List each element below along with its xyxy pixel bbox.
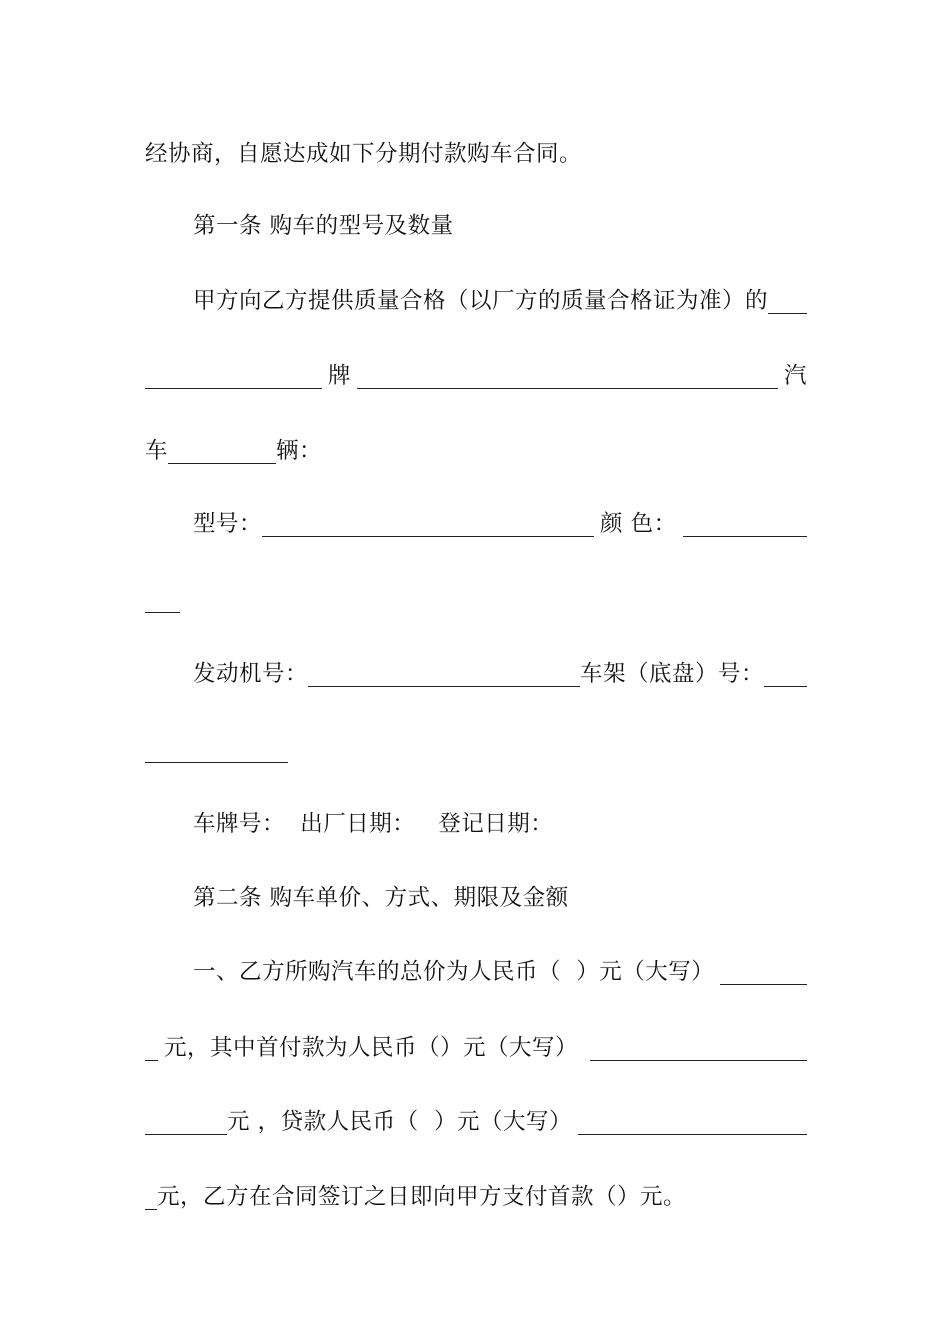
car-text-1: 汽 bbox=[783, 363, 807, 389]
frame-number-blank[interactable] bbox=[764, 661, 807, 687]
total-price-uppercase-blank-continuation[interactable] bbox=[145, 1035, 158, 1061]
car-type-blank[interactable] bbox=[357, 363, 778, 389]
total-price-text: 一、乙方所购汽车的总价为人民币（ ）元（大写） bbox=[193, 959, 715, 985]
plate-dates-text: 车牌号： 出厂日期： 登记日期： bbox=[193, 811, 554, 837]
color-blank[interactable] bbox=[683, 511, 807, 537]
article-2-heading bbox=[193, 880, 807, 916]
model-blank[interactable] bbox=[262, 511, 594, 537]
vehicle-unit-label: 辆： bbox=[276, 438, 323, 464]
article-2-title: 第二条 购车单价、方式、期限及金额 bbox=[193, 885, 569, 911]
frame-number-blank-continuation[interactable] bbox=[145, 737, 288, 763]
price-line-1 bbox=[193, 954, 807, 990]
supply-blank[interactable] bbox=[768, 288, 807, 314]
article-1-title: 第一条 购车的型号及数量 bbox=[193, 213, 454, 239]
price-line-2 bbox=[145, 1030, 807, 1066]
engine-label: 发动机号： bbox=[193, 661, 309, 687]
frame-label: 车架（底盘）号： bbox=[580, 661, 765, 687]
loan-uppercase-blank-continuation[interactable] bbox=[145, 1184, 157, 1210]
price-line-3 bbox=[145, 1104, 807, 1140]
supply-line bbox=[193, 283, 807, 319]
vehicle-count-line bbox=[145, 433, 807, 469]
down-payment-text: 元，其中首付款为人民币（）元（大写） bbox=[164, 1035, 579, 1061]
intro-text: 经协商，自愿达成如下分期付款购车合同。 bbox=[145, 141, 583, 167]
model-color-line bbox=[193, 506, 807, 542]
model-label: 型号： bbox=[193, 511, 263, 537]
plate-dates-line bbox=[193, 806, 807, 842]
frame-continuation-line bbox=[145, 732, 807, 768]
contract-intro-line bbox=[145, 136, 807, 172]
loan-uppercase-blank[interactable] bbox=[578, 1109, 807, 1135]
color-label: 颜 色： bbox=[600, 511, 677, 537]
down-payment-uppercase-blank-continuation[interactable] bbox=[145, 1109, 227, 1135]
first-payment-text: 元，乙方在合同签订之日即向甲方支付首款（）元。 bbox=[157, 1184, 687, 1210]
car-text-2: 车 bbox=[145, 438, 169, 464]
engine-frame-line bbox=[193, 656, 807, 692]
article-1-heading bbox=[193, 208, 807, 244]
total-price-uppercase-blank[interactable] bbox=[720, 959, 807, 985]
loan-text: 元 ，贷款人民币（ ）元（大写） bbox=[227, 1109, 572, 1135]
supply-text: 甲方向乙方提供质量合格（以厂方的质量合格证为准）的 bbox=[193, 288, 769, 314]
engine-number-blank[interactable] bbox=[308, 661, 580, 687]
brand-name-blank[interactable] bbox=[145, 363, 322, 389]
brand-line bbox=[145, 358, 807, 394]
price-line-4 bbox=[145, 1179, 807, 1215]
brand-label: 牌 bbox=[328, 363, 352, 389]
vehicle-count-blank[interactable] bbox=[168, 438, 276, 464]
down-payment-uppercase-blank[interactable] bbox=[590, 1035, 807, 1061]
color-continuation-line bbox=[145, 582, 807, 618]
color-blank-continuation[interactable] bbox=[145, 587, 180, 613]
